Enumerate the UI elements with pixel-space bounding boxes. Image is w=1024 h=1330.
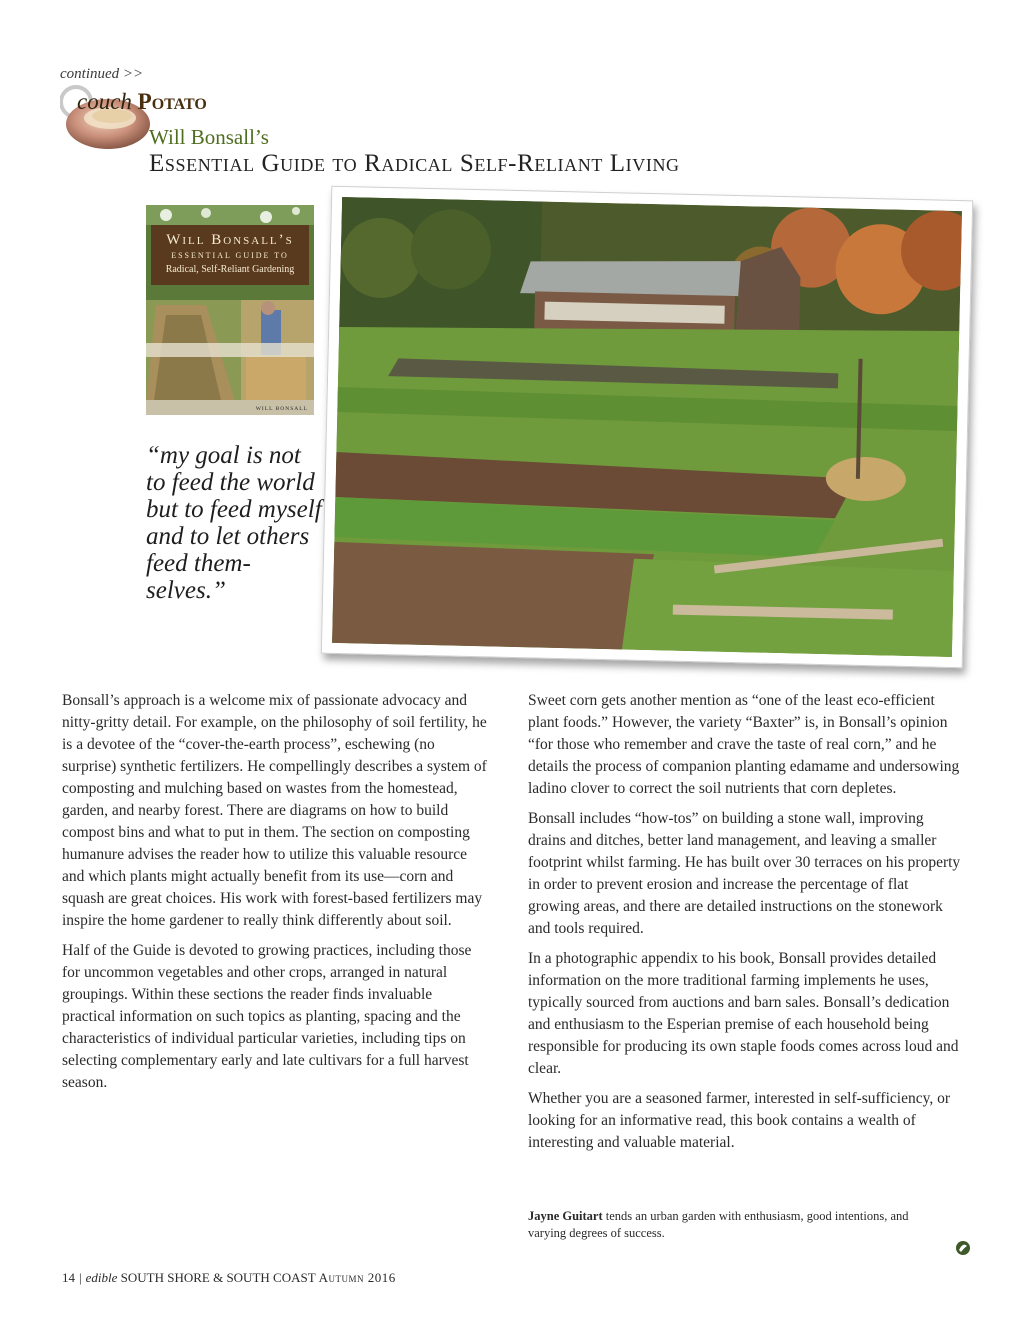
article-column-right xyxy=(528,690,963,1162)
cover-title-line1: Will Bonsall’s xyxy=(166,232,294,248)
byline-name: Jayne Guitart xyxy=(528,1209,603,1223)
byline-text: tends an urban garden with enthusiasm, good intentions, and varying degrees of success. xyxy=(528,1209,909,1240)
author-line: Will Bonsall’s xyxy=(149,125,269,149)
article-paragraph: Whether you are a seasoned farmer, interested in self-sufficiency, or looking for an informative read, this book contains a wealth of interesting and valuable material. xyxy=(528,1090,950,1151)
garden-photo xyxy=(321,186,973,668)
footer-publication: SOUTH SHORE & SOUTH COAST xyxy=(117,1270,319,1285)
section-title-couch: couch xyxy=(77,89,132,114)
footer-season: Autumn 2016 xyxy=(318,1270,396,1285)
article-paragraph: Bonsall’s approach is a welcome mix of passionate advocacy and nitty-gritty detail. For example, on the philosophy of soil fertility, he is a devotee of the “cover-the-earth process”, eschewing (no surprise) synthetic fertilizers. He compellingly describes a system of composting and mulching based on wastes from the homestead, garden, and nearby forest. There are diagrams on how to build compost bins and what to put in them. The section on composting humanure advises the reader how to utilize this valuable resource and which plants might actually benefit from its use—corn and squash are great choices. His work with forest-based fertilizers may inspire the home gardener to really think differently about soil. xyxy=(62,692,487,929)
book-cover-image xyxy=(146,205,314,415)
footer-edible: edible xyxy=(85,1270,118,1285)
section-title xyxy=(77,89,207,115)
section-title-potato: Potato xyxy=(137,89,207,114)
article-paragraph: Sweet corn gets another mention as “one of the least eco-efficient plant foods.” However, the variety “Baxter” is, in Bonsall’s opinion “for those who remember and crave the taste of real corn,” and he details the process of companion planting edamame and undersowing ladino clover to correct the soil nutrients that corn depletes. xyxy=(528,692,960,797)
author-byline xyxy=(528,1208,948,1242)
article-paragraph: Bonsall includes “how-tos” on building a stone wall, improving drains and ditches, better land management, and leaving a smaller footprint whilst farming. He has built over 30 terraces on his property in order to prevent erosion and increase the percentage of flat growing areas, and there are detailed instructions on the stonework and tools required. xyxy=(528,810,961,937)
page-footer xyxy=(62,1270,396,1286)
article-paragraph: In a photographic appendix to his book, Bonsall provides detailed information on the more traditional farming implements he uses, typically sourced from auctions and barn sales. Bonsall’s dedication and enthusiasm to the Esperian premise of each household being responsible for producing its own staple foods comes across loud and clear. xyxy=(528,950,959,1077)
article-title: Essential Guide to Radical Self-Reliant Living xyxy=(149,150,680,177)
article-paragraph: Half of the Guide is devoted to growing practices, including those for uncommon vegetables and other crops, arranged in natural groupings. Within these sections the reader finds invaluable practical information on such topics as planting, spacing and the characteristics of individual particular varieties, including tips on selecting complementary early and late cultivars for a full harvest season. xyxy=(62,942,472,1091)
pull-quote: “my goal is not to feed the world but to feed myself and to let others feed them-selves.” xyxy=(146,442,322,604)
footer-separator: | xyxy=(79,1270,82,1285)
continued-label: continued >> xyxy=(60,66,144,82)
cover-title-line2: ESSENTIAL GUIDE TO xyxy=(171,251,289,260)
article-column-left xyxy=(62,690,487,1102)
page-number: 14 xyxy=(62,1270,75,1285)
cover-title-line3: Radical, Self-Reliant Gardening xyxy=(165,264,295,275)
end-mark-icon xyxy=(955,1240,971,1256)
cover-author: WILL BONSALL xyxy=(255,406,308,412)
